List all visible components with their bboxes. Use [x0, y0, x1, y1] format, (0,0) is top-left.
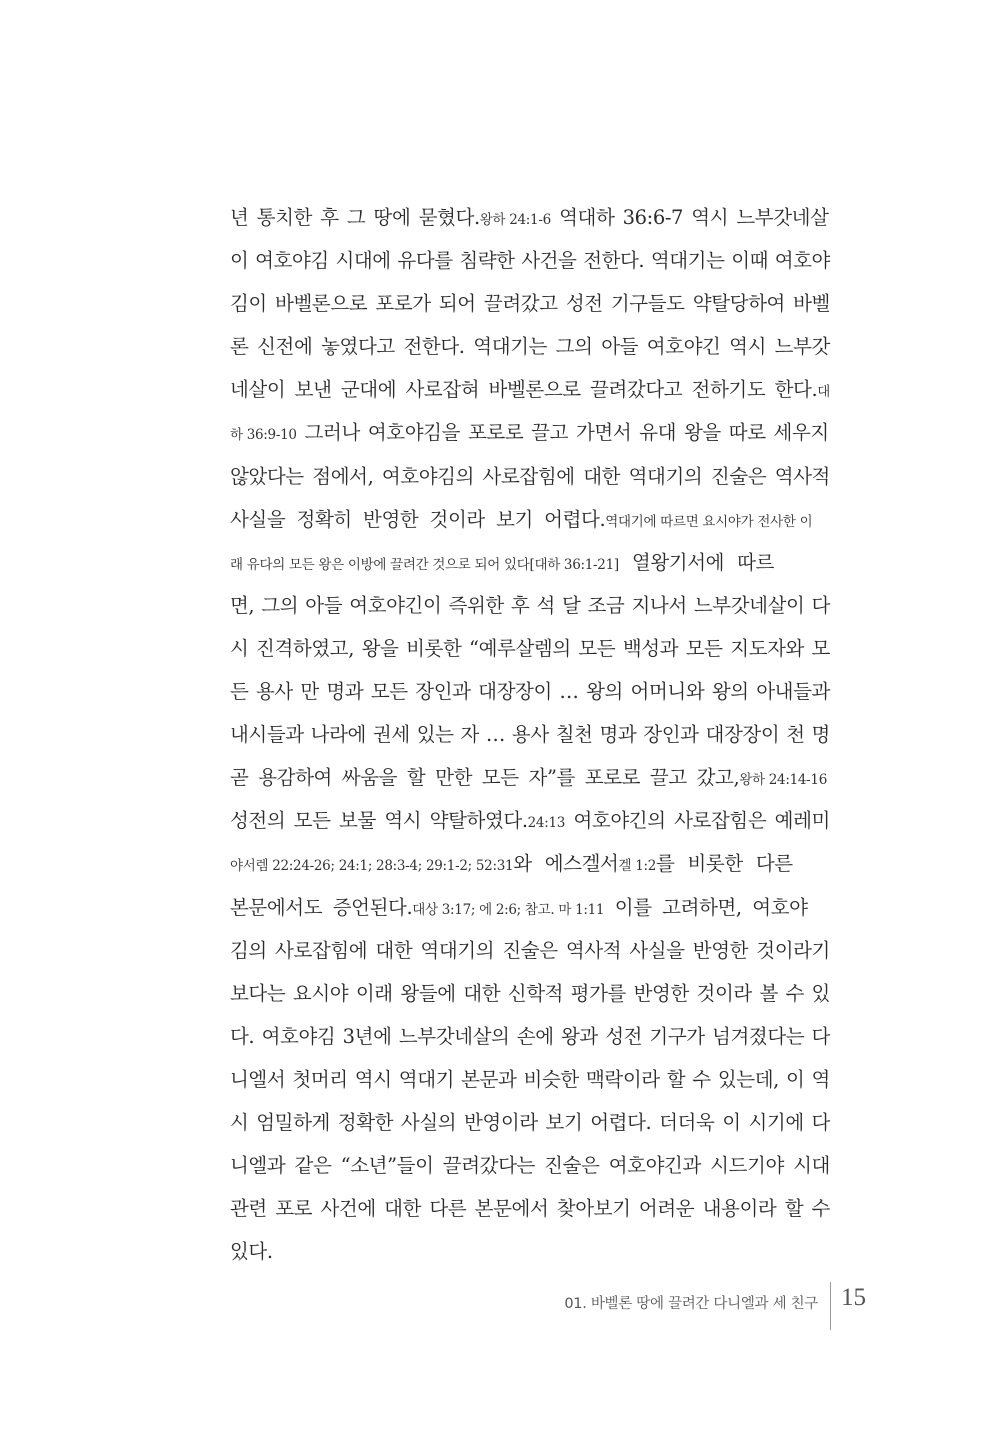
page-footer — [0, 1282, 1000, 1332]
text-line — [230, 972, 830, 1015]
text-segment: 곧 용감하여 싸움을 할 만한 모든 자”를 포로로 끌고 갔고, — [230, 766, 740, 790]
text-segment: 열왕기서에 따르 — [618, 550, 774, 574]
scripture-reference: 대 — [817, 384, 830, 401]
text-line — [230, 498, 830, 541]
text-line — [230, 627, 830, 670]
text-segment: 를 비롯한 다른 — [656, 852, 793, 876]
text-segment: 보다는 요시야 이래 왕들에 대한 신학적 평가를 반영한 것이라 볼 수 있 — [230, 981, 830, 1005]
text-line — [230, 1144, 830, 1187]
chapter-title: 01. 바벨론 땅에 끌려간 다니엘과 세 친구 — [564, 1296, 818, 1312]
text-segment: 여호야긴의 사로잡힘은 예레미 — [565, 809, 830, 833]
text-segment: 네살이 보낸 군대에 사로잡혀 바벨론으로 끌려갔다고 전하기도 한다. — [230, 378, 818, 402]
text-line — [230, 541, 830, 584]
text-line — [230, 1015, 830, 1058]
scripture-reference: 래 유다의 모든 왕은 이방에 끌려간 것으로 되어 있다[대하 36:1-21] — [230, 556, 619, 573]
scripture-reference: 24:13 — [527, 815, 566, 832]
text-segment: 김이 바벨론으로 포로가 되어 끌려갔고 성전 기구들도 약탈당하여 바벨 — [230, 292, 830, 316]
text-line — [230, 584, 830, 627]
text-line — [230, 455, 830, 498]
scripture-reference: 왕하 24:14-16 — [739, 772, 827, 789]
text-line — [230, 411, 830, 454]
text-segment: 시 진격하였고, 왕을 비롯한 “예루살렘의 모든 백성과 모든 지도자와 모 — [230, 636, 830, 660]
body-text — [230, 196, 830, 1273]
text-line — [230, 368, 830, 411]
text-line — [230, 1187, 830, 1230]
text-segment: 있다. — [230, 1240, 273, 1264]
text-line — [230, 239, 830, 282]
scripture-reference: 역대기에 따르면 요시야가 전사한 이 — [605, 513, 813, 530]
text-segment: 다. 여호야김 3년에 느부갓네살의 손에 왕과 성전 기구가 넘겨졌다는 다 — [230, 1024, 830, 1048]
scripture-reference: 하 36:9-10 — [230, 427, 297, 444]
text-segment: 년 통치한 후 그 땅에 묻혔다. — [230, 206, 480, 229]
text-segment: 관련 포로 사건에 대한 다른 본문에서 찾아보기 어려운 내용이라 할 수 — [230, 1197, 830, 1221]
text-segment: 사실을 정확히 반영한 것이라 보기 어렵다. — [230, 507, 606, 531]
scripture-reference: 겔 1:2 — [618, 858, 657, 875]
scripture-reference: 왕하 24:1-6 — [479, 212, 551, 228]
text-segment: 내시들과 나라에 권세 있는 자 … 용사 칠천 명과 장인과 대장장이 천 명 — [230, 723, 830, 747]
text-line — [230, 670, 830, 713]
text-segment: 김의 사로잡힘에 대한 역대기의 진술은 역사적 사실을 반영한 것이라기 — [230, 938, 830, 962]
text-line — [230, 929, 830, 972]
text-line — [230, 1058, 830, 1101]
text-segment: 시 엄밀하게 정확한 사실의 반영이라 보기 어렵다. 더더욱 이 시기에 다 — [230, 1110, 830, 1134]
text-segment: 면, 그의 아들 여호야긴이 즉위한 후 석 달 조금 지나서 느부갓네살이 다 — [230, 593, 830, 617]
page-number: 15 — [841, 1284, 866, 1311]
text-segment: 역대하 36:6-7 역시 느부갓네살 — [550, 206, 829, 229]
text-segment: 이 여호야김 시대에 유다를 침략한 사건을 전한다. 역대기는 이때 여호야 — [230, 249, 830, 273]
text-segment: 론 신전에 놓였다고 전한다. 역대기는 그의 아들 여호야긴 역시 느부갓 — [230, 335, 830, 359]
text-line — [230, 1230, 830, 1273]
text-segment: 니엘서 첫머리 역시 역대기 본문과 비슷한 맥락이라 할 수 있는데, 이 역 — [230, 1067, 830, 1091]
text-line — [230, 799, 830, 842]
footer-divider — [830, 1282, 831, 1330]
scripture-reference: 대상 3:17; 에 2:6; 참고. 마 1:11 — [412, 901, 605, 918]
text-line — [230, 282, 830, 325]
scripture-reference: 야서렘 22:24-26; 24:1; 28:3-4; 29:1-2; 52:31 — [230, 858, 514, 875]
text-line — [230, 713, 830, 756]
text-segment: 와 에스겔서 — [513, 852, 619, 876]
text-segment: 그러나 여호야김을 포로로 끌고 가면서 유대 왕을 따로 세우지 — [296, 421, 829, 445]
text-segment: 성전의 모든 보물 역시 약탈하였다. — [230, 809, 528, 833]
text-segment: 이를 고려하면, 여호야 — [604, 895, 808, 919]
text-line — [230, 886, 830, 929]
text-segment: 본문에서도 증언된다. — [230, 895, 413, 919]
text-line — [230, 196, 830, 239]
text-segment: 니엘과 같은 “소년”들이 끌려갔다는 진술은 여호야긴과 시드기야 시대 — [230, 1154, 830, 1178]
text-line — [230, 756, 830, 799]
text-segment: 든 용사 만 명과 모든 장인과 대장장이 … 왕의 어머니와 왕의 아내들과 — [230, 680, 830, 704]
text-line — [230, 842, 830, 885]
text-line — [230, 1101, 830, 1144]
text-line — [230, 325, 830, 368]
text-segment: 않았다는 점에서, 여호야김의 사로잡힘에 대한 역대기의 진술은 역사적 — [230, 464, 830, 488]
